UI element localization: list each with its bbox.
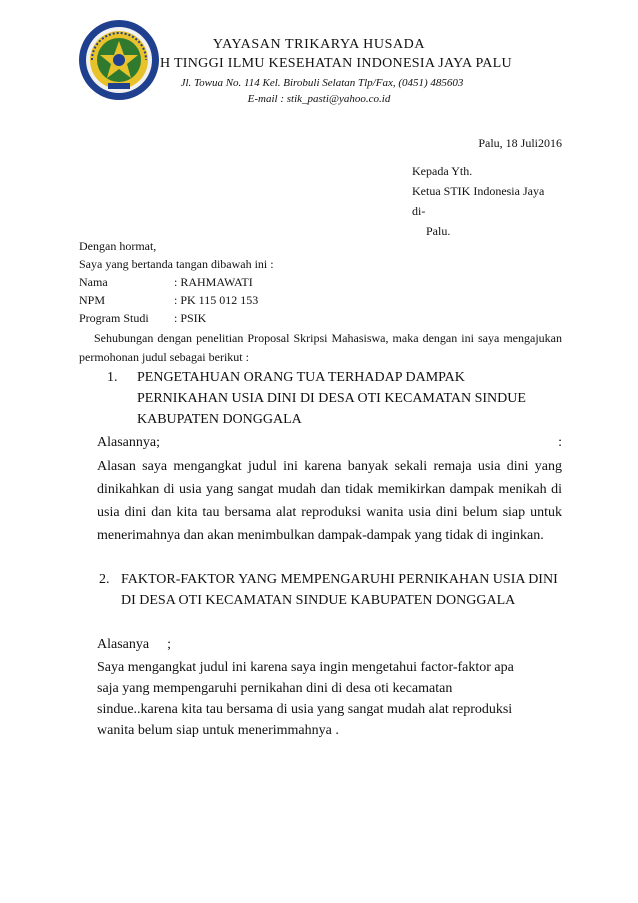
title-text: FAKTOR-FAKTOR YANG MEMPENGARUHI PERNIKAHAN USIA DINI DI DESA OTI KECAMATAN SINDUE KABUPATEN DONGGALA bbox=[121, 572, 558, 608]
recipient-line: Kepada Yth. bbox=[412, 164, 473, 178]
reason-line: Saya mengangkat judul ini karena saya ingin mengetahui factor-faktor apa bbox=[97, 660, 514, 675]
proposal-title-2 bbox=[99, 569, 569, 611]
recipient-block bbox=[412, 161, 544, 241]
reason-line: wanita belum siap untuk menerimmahnya . bbox=[97, 723, 339, 738]
letterhead-institution: H TINGGI ILMU KESEHATAN INDONESIA JAYA PALU bbox=[160, 56, 512, 71]
reason-separator: ; bbox=[167, 637, 171, 652]
recipient-line: di- bbox=[412, 204, 426, 218]
field-value: : PK 115 012 153 bbox=[174, 293, 259, 307]
title-text: PENGETAHUAN ORANG TUA TERHADAP DAMPAK PERNIKAHAN USIA DINI DI DESA OTI KECAMATAN SINDUE KABUPATEN DONGGALA bbox=[137, 370, 526, 427]
proposal-title-1 bbox=[107, 367, 537, 430]
reason-line: sindue..karena kita tau bersama di usia yang sangat mudah alat reproduksi bbox=[97, 702, 513, 717]
letterhead-address: Jl. Towua No. 114 Kel. Birobuli Selatan Tlp/Fax, (0451) 485603 bbox=[180, 77, 464, 89]
item-number: 1. bbox=[107, 370, 118, 385]
intro-line: Saya yang bertanda tangan dibawah ini : bbox=[79, 257, 274, 271]
reason-text-2 bbox=[97, 657, 567, 741]
recipient-line: Palu. bbox=[426, 224, 451, 238]
field-row-prodi bbox=[79, 308, 274, 326]
letter-date: Palu, 18 Juli2016 bbox=[478, 136, 562, 150]
reason-line: saja yang mempengaruhi pernikahan dini di desa oti kecamatan bbox=[97, 681, 453, 696]
reason-label: Alasannya; bbox=[97, 435, 160, 450]
reason-label: Alasanya bbox=[97, 637, 150, 652]
greeting: Dengan hormat, bbox=[79, 239, 157, 253]
field-label: NPM bbox=[79, 293, 106, 307]
field-value: : RAHMAWATI bbox=[174, 275, 253, 289]
opening-paragraph: Sehubungan dengan penelitian Proposal Skripsi Mahasiswa, maka dengan ini saya mengajukan permohonan judul sebagai berikut : bbox=[79, 331, 562, 364]
sender-block bbox=[79, 236, 274, 326]
field-label: Program Studi bbox=[79, 311, 149, 325]
field-value: : PSIK bbox=[174, 311, 207, 325]
reason-label-2 bbox=[97, 634, 171, 655]
field-label: Nama bbox=[79, 275, 108, 289]
reason-text-1: Alasan saya mengangkat judul ini karena banyak sekali remaja usia dini yang dinikahkan di usia yang sangat mudah dan tidak memikirkan dampak menikah di usia dini dan kita tau bersama alat reproduksi wanita usia dini belum siap untuk menerimahnya dan akan menimbulkan dampak-dampak yang tidak di inginkan. bbox=[97, 459, 562, 543]
field-row-nama bbox=[79, 272, 274, 290]
reason-colon: : bbox=[558, 435, 562, 450]
letterhead-foundation: YAYASAN TRIKARYA HUSADA bbox=[212, 37, 426, 52]
item-number: 2. bbox=[99, 572, 110, 587]
reason-label-1 bbox=[97, 432, 562, 453]
field-row-npm bbox=[79, 290, 274, 308]
recipient-line: Ketua STIK Indonesia Jaya bbox=[412, 184, 545, 198]
letterhead-email: E-mail : stik_pasti@yahoo.co.id bbox=[247, 93, 391, 105]
